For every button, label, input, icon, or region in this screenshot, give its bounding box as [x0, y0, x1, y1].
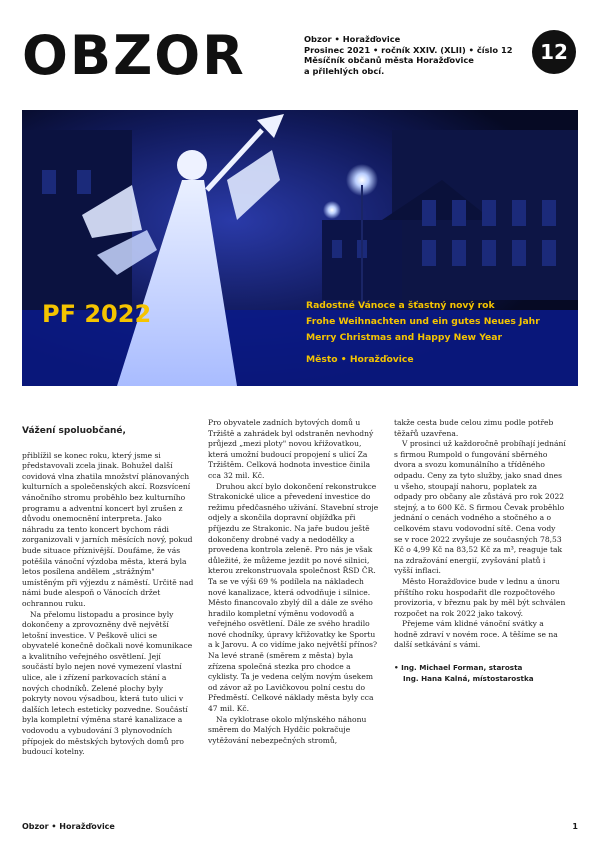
newspaper-logo: OBZOR — [22, 24, 246, 87]
holiday-greetings — [306, 298, 540, 346]
signer-deputy: Ing. Hana Kalná, místostarostka — [403, 673, 534, 683]
article-column-1 — [22, 418, 194, 758]
issue-number-badge: 12 — [532, 30, 576, 74]
page-number: 1 — [572, 822, 578, 831]
paragraph: V prosinci už každoročně probíhají jednání s firmou Rumpold o fungování sběrného dvora a svozu komunálního a tříděného odpadu. Ceny za tyto služby, jako snad dnes u všeho, stoupají nahoru, poplatek za odpady pro občany ale zůstává pro rok 2022 stejný, a to 600 Kč. S firmou Čevak proběhlo jednání o cenách vodného a stočného a o celkovém stavu vodovodní sítě. Cena vody se v roce 2022 zvyšuje ze současných 78,53 Kč o 4,99 Kč na 83,52 Kč za m³, reaguje tak na zdražování energií, zvyšování platů i vyšší inflaci. — [394, 439, 566, 576]
article-signers — [394, 663, 566, 684]
article-column-2 — [208, 418, 380, 746]
paragraph: takže cesta bude celou zimu podle potřeb těžařů uzavřena. — [394, 418, 554, 438]
issue-info — [304, 34, 513, 76]
issue-description-2: a přilehlých obcí. — [304, 65, 385, 76]
town-signature: Město • Horažďovice — [306, 354, 414, 365]
footer-publication: Obzor • Horažďovice — [22, 822, 115, 831]
cover-photo — [22, 110, 578, 386]
greeting-german: Frohe Weihnachten und ein gutes Neues Jahr — [306, 316, 540, 327]
paragraph: Město Horažďovice bude v lednu a únoru příštího roku hospodařit dle rozpočtového provizoria, v březnu pak by měl být schválen rozpočet na rok 2022 jako takový. — [394, 576, 566, 618]
signer-mayor: • Ing. Michael Forman, starosta — [394, 663, 523, 673]
greeting-english: Merry Christmas and Happy New Year — [306, 332, 503, 343]
issue-publisher: Obzor • Horažďovice — [304, 34, 401, 44]
pf-greeting: PF 2022 — [42, 300, 152, 328]
paragraph: Pro obyvatele zadních bytových domů u Tržiště a zahrádek byl odstraněn nevhodný průjezd „mezi ploty" novou křižovatkou, která umožní budoucí propojení s ulicí Za Tržištěm. Celková hodnota investice činila cca 32 mil. Kč. — [208, 418, 374, 480]
issue-description: Měsíčník občanů města Horažďovice — [304, 55, 474, 66]
paragraph: přiblížil se konec roku, který jsme si představovali zcela jinak. Bohužel další covidová vlna zhatila množství plánovaných kulturních a společenských akcí. Rozsvícení vánočního stromu proběhlo bez kulturního programu a adventní koncert byl zrušen z důvodu onemocnění interpreta. Jako náhradu za tento koncert bychom rádi zorganizovali v jarních měsících nový, pokud bude situace příznivější. Doufáme, že vás potěšila vánoční výzdoba města, která byla letos posílena andělem „strážným" umístěným při výjezdu z náměstí. Určitě nad námi bude alespoň o Vánocích držet ochrannou ruku. — [22, 450, 194, 608]
masthead — [22, 22, 582, 92]
paragraph: Přejeme vám klidné vánoční svátky a hodně zdraví v novém roce. A těšíme se na další setkávání s vámi. — [394, 619, 558, 650]
paragraph: Na přelomu listopadu a prosince byly dokončeny a zprovozněny dvě největší letošní investice. V Peškově ulici se obyvatelé konečně dočkali nové komunikace a kvalitního veřejného osvětlení. Její součástí bylo nejen nové vymezení vlastní ulice, ale i zřízení parkovacích stání a nových chodníků. Zelené plochy byly pokryty novou výsadbou, která tuto ulici v dalších letech esteticky pozvedne. Součástí byla kompletní výměna staré kanalizace a vodovodu a vybudování 3 plynovodních přípojek do městských bytových domů pro budoucí kotelny. — [22, 609, 193, 757]
paragraph: Na cyklotrase okolo mlýnského náhonu směrem do Malých Hydčic pokračuje vytěžování nebezpečných stromů, — [208, 714, 367, 745]
issue-date: Prosinec 2021 • ročník XXIV. (XLII) • číslo 12 — [304, 44, 513, 55]
paragraph: Druhou akcí bylo dokončení rekonstrukce Strakonické ulice a převedení investice do režimu předčasného užívání. Stavební stroje odjely a skončila dopravní objížďka při příjezdu ze Strakonic. Na jaře budou ještě dokončeny drobné vady a nedodělky a provedena kontrola zeleně. Pro nás je však důležité, že můžeme jezdit po nové silnici, kterou zrekonstruovala společnost ŘSD ČR. Ta se ve výši 69 % podílela na nákladech nové kanalizace, která odvodňuje i silnice. Město financovalo zbylý díl a dále ze svého hradilo kompletní výměnu vodovodů a veřejného osvětlení. Dále ze svého hradilo nové chodníky, úpravy křižovatky ke Sportu a k Jarovu. A co vidíme jako největší přínos? Na levé straně (směrem z města) byla zřízena společná stezka pro chodce a cyklisty. Ta je vedena celým novým úsekem od závor až po Lavičkovou polní cestu do Předměstí. Celkové náklady města byly cca 47 mil. Kč. — [208, 481, 379, 714]
article-salutation: Vážení spoluobčané, — [22, 426, 126, 436]
page-footer — [22, 822, 578, 831]
article-column-3 — [394, 418, 566, 684]
greeting-czech: Radostné Vánoce a šťastný nový rok — [306, 300, 495, 311]
